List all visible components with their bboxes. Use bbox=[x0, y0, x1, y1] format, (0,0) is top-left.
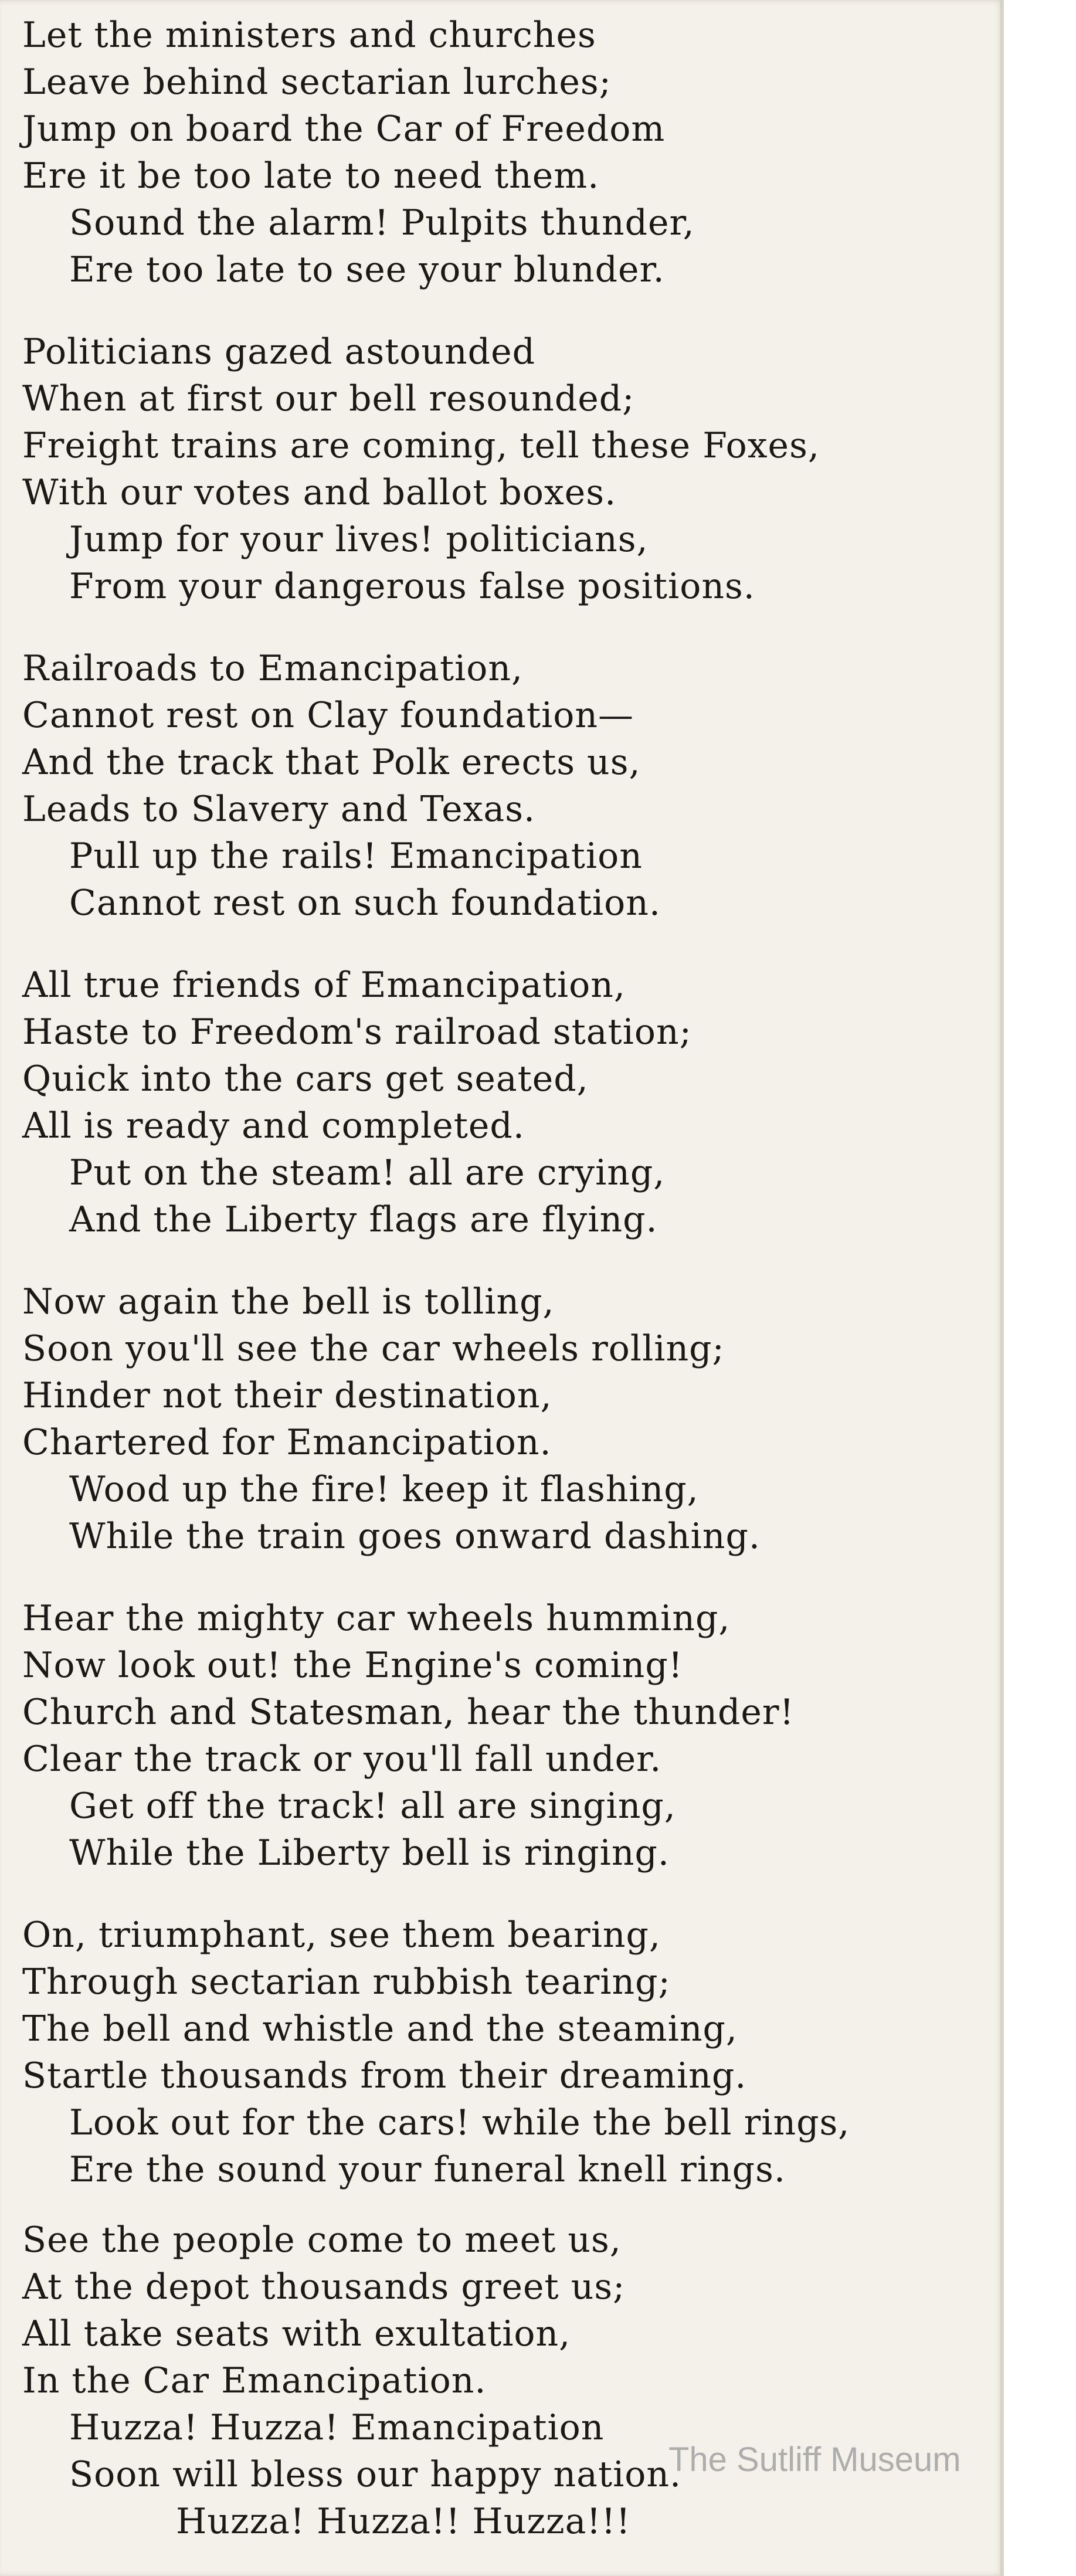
chorus-line: Sound the alarm! Pulpits thunder, bbox=[69, 202, 695, 243]
poem-line: See the people come to meet us, bbox=[22, 2219, 622, 2261]
poem-line: Hinder not their destination, bbox=[22, 1375, 552, 1416]
chorus-line: While the train goes onward dashing. bbox=[69, 1516, 761, 1557]
poem-line: Through sectarian rubbish tearing; bbox=[22, 1961, 671, 2003]
chorus-line: Ere too late to see your blunder. bbox=[69, 249, 665, 290]
chorus-line: Wood up the fire! keep it flashing, bbox=[69, 1469, 699, 1510]
poem-line: Politicians gazed astounded bbox=[22, 331, 535, 372]
poem-line: Startle thousands from their dreaming. bbox=[22, 2055, 747, 2096]
poem-line: Railroads to Emancipation, bbox=[22, 648, 524, 689]
poem-line: Chartered for Emancipation. bbox=[22, 1422, 552, 1463]
chorus-line: From your dangerous false positions. bbox=[69, 566, 755, 607]
chorus-line: Jump for your lives! politicians, bbox=[69, 519, 649, 560]
poem-line: Haste to Freedom's railroad station; bbox=[22, 1012, 692, 1053]
poem-line: Freight trains are coming, tell these Foxes, bbox=[22, 425, 820, 466]
poem-line: Ere it be too late to need them. bbox=[22, 155, 600, 196]
poem-line: Leads to Slavery and Texas. bbox=[22, 789, 536, 830]
poem-line: Hear the mighty car wheels humming, bbox=[22, 1598, 731, 1639]
chorus-line: Put on the steam! all are crying, bbox=[69, 1152, 666, 1193]
poem-line: Quick into the cars get seated, bbox=[22, 1058, 589, 1099]
poem-line: When at first our bell resounded; bbox=[22, 378, 635, 419]
page-edge bbox=[1000, 0, 1003, 2576]
poem-line: Cannot rest on Clay foundation— bbox=[22, 695, 634, 736]
poem-line: In the Car Emancipation. bbox=[22, 2360, 487, 2401]
chorus-line: And the Liberty flags are flying. bbox=[69, 1199, 658, 1240]
chorus-line: Pull up the rails! Emancipation bbox=[69, 836, 643, 877]
poem-line: Jump on board the Car of Freedom bbox=[22, 108, 666, 150]
museum-watermark: The Sutliff Museum bbox=[668, 2441, 961, 2479]
poem-line: With our votes and ballot boxes. bbox=[22, 472, 617, 513]
chorus-line: Huzza! Huzza! Emancipation bbox=[69, 2407, 605, 2448]
chorus-line: While the Liberty bell is ringing. bbox=[69, 1832, 670, 1874]
final-cheer-line: Huzza! Huzza!! Huzza!!! bbox=[176, 2501, 631, 2542]
poem-line: Leave behind sectarian lurches; bbox=[22, 62, 612, 103]
poem-line: Clear the track or you'll fall under. bbox=[22, 1739, 662, 1780]
chorus-line: Soon will bless our happy nation. bbox=[69, 2454, 682, 2495]
poem-line: Soon you'll see the car wheels rolling; bbox=[22, 1328, 725, 1369]
right-margin bbox=[1004, 0, 1076, 2576]
poem-line: All true friends of Emancipation, bbox=[22, 965, 626, 1006]
poem-line: Church and Statesman, hear the thunder! bbox=[22, 1692, 795, 1733]
poem-line: And the track that Polk erects us, bbox=[22, 742, 641, 783]
poem-line: All is ready and completed. bbox=[22, 1105, 525, 1146]
chorus-line: Ere the sound your funeral knell rings. bbox=[69, 2149, 786, 2190]
poem-line: All take seats with exultation, bbox=[22, 2313, 571, 2354]
poem-line: Let the ministers and churches bbox=[22, 15, 596, 56]
chorus-line: Get off the track! all are singing, bbox=[69, 1786, 676, 1827]
poem-line: Now again the bell is tolling, bbox=[22, 1281, 555, 1322]
chorus-line: Cannot rest on such foundation. bbox=[69, 883, 661, 924]
poem-line: At the depot thousands greet us; bbox=[22, 2266, 626, 2307]
poem-line: Now look out! the Engine's coming! bbox=[22, 1645, 683, 1686]
poem-line: The bell and whistle and the steaming, bbox=[22, 2008, 738, 2049]
chorus-line: Look out for the cars! while the bell rings, bbox=[69, 2102, 850, 2143]
poem-line: On, triumphant, see them bearing, bbox=[22, 1915, 661, 1956]
